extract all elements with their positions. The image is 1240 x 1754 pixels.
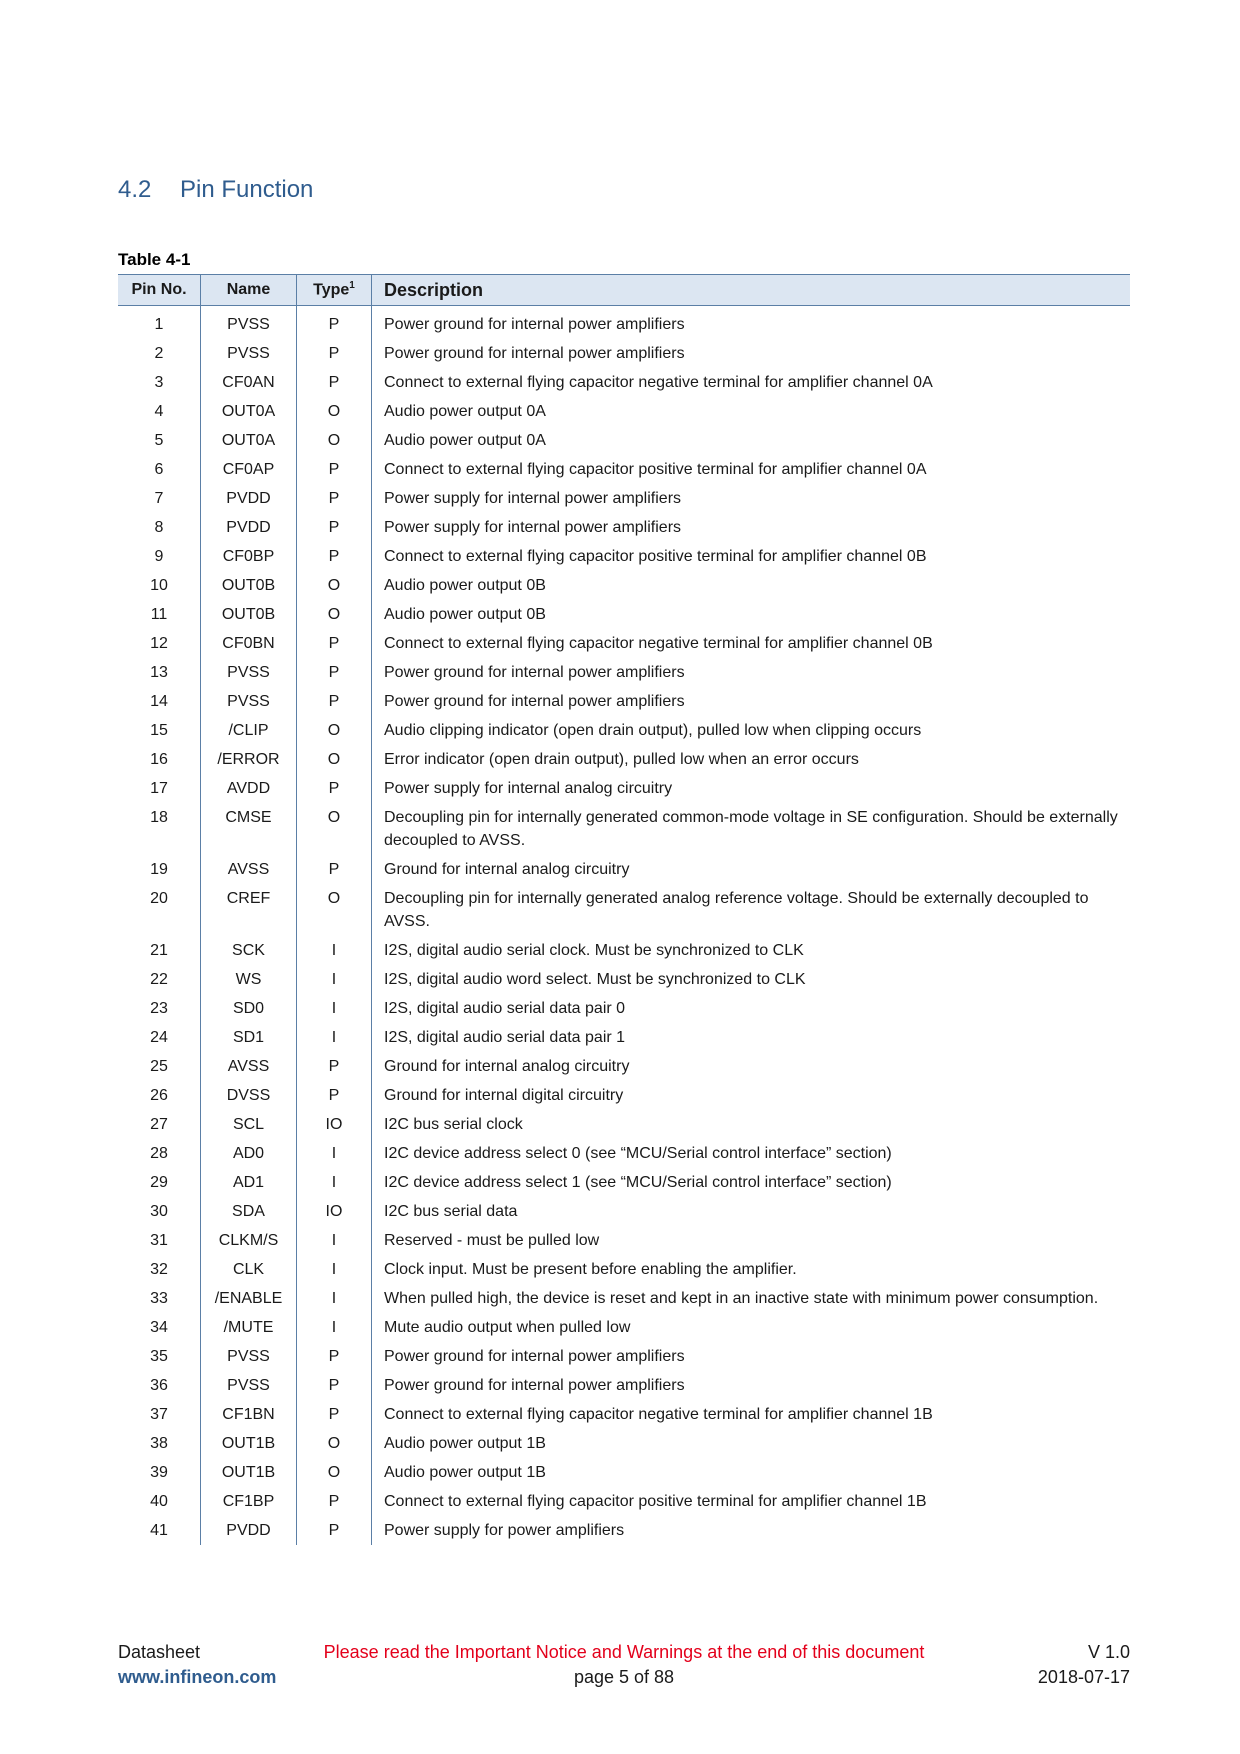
pin-name-cell: PVSS <box>201 658 297 687</box>
pin-number-cell: 25 <box>150 1058 168 1075</box>
header-pin-no: Pin No. <box>118 275 201 306</box>
pin-description-cell: Power supply for internal power amplifiers <box>372 513 1131 542</box>
table-row <box>118 716 1130 745</box>
pin-name-cell: OUT1B <box>201 1429 297 1458</box>
table-header-row <box>118 275 1130 306</box>
pin-type-cell: I <box>297 1313 372 1342</box>
pin-description-cell: Mute audio output when pulled low <box>372 1313 1131 1342</box>
pin-description-cell: Connect to external flying capacitor positive terminal for amplifier channel 0B <box>372 542 1131 571</box>
pin-type-cell: P <box>297 687 372 716</box>
table-row <box>118 1458 1130 1487</box>
pin-name-cell: SDA <box>201 1197 297 1226</box>
pin-name-cell: CREF <box>201 884 297 936</box>
pin-number-cell: 26 <box>150 1087 168 1104</box>
pin-type-cell: P <box>297 1516 372 1545</box>
pin-description-cell: Power supply for power amplifiers <box>372 1516 1131 1545</box>
section-title: Pin Function <box>180 176 314 203</box>
table-row <box>118 884 1130 936</box>
pin-number-cell: 36 <box>150 1377 168 1394</box>
table-row <box>118 1168 1130 1197</box>
pin-type-cell: P <box>297 1371 372 1400</box>
pin-type-cell: P <box>297 774 372 803</box>
pin-number-cell: 10 <box>150 577 168 594</box>
table-row <box>118 1429 1130 1458</box>
pin-name-cell: WS <box>201 965 297 994</box>
table-body <box>118 306 1130 1546</box>
pin-type-cell: P <box>297 306 372 340</box>
pin-number-cell: 1 <box>154 316 164 333</box>
pin-type-cell: P <box>297 1342 372 1371</box>
pin-description-cell: Power ground for internal power amplifiers <box>372 306 1131 340</box>
table-row <box>118 1139 1130 1168</box>
table-row <box>118 1313 1130 1342</box>
pin-name-cell: PVSS <box>201 306 297 340</box>
pin-number-cell: 2 <box>154 345 164 362</box>
pin-type-cell: O <box>297 803 372 855</box>
pin-name-cell: PVSS <box>201 1371 297 1400</box>
pin-type-cell: I <box>297 936 372 965</box>
pin-name-cell: /ERROR <box>201 745 297 774</box>
table-row <box>118 1197 1130 1226</box>
pin-type-cell: O <box>297 745 372 774</box>
pin-description-cell: Connect to external flying capacitor positive terminal for amplifier channel 0A <box>372 455 1131 484</box>
table-row <box>118 1110 1130 1139</box>
table-row <box>118 774 1130 803</box>
pin-description-cell: When pulled high, the device is reset and kept in an inactive state with minimum power consumption. <box>372 1284 1131 1313</box>
table-row <box>118 306 1130 340</box>
table-row <box>118 368 1130 397</box>
pin-description-cell: I2C bus serial data <box>372 1197 1131 1226</box>
table-caption: Table 4-1 <box>118 250 191 269</box>
table-row <box>118 1081 1130 1110</box>
pin-number-cell: 40 <box>150 1493 168 1510</box>
pin-number-cell: 31 <box>150 1232 168 1249</box>
pin-type-cell: P <box>297 658 372 687</box>
pin-type-cell: O <box>297 426 372 455</box>
pin-type-cell: P <box>297 542 372 571</box>
pin-description-cell: I2S, digital audio serial data pair 0 <box>372 994 1131 1023</box>
table-row <box>118 339 1130 368</box>
pin-number-cell: 12 <box>150 635 168 652</box>
pin-description-cell: I2S, digital audio serial clock. Must be synchronized to CLK <box>372 936 1131 965</box>
pin-description-cell: Power supply for internal analog circuitry <box>372 774 1131 803</box>
table-row <box>118 455 1130 484</box>
pin-name-cell: CLKM/S <box>201 1226 297 1255</box>
pin-description-cell: Connect to external flying capacitor positive terminal for amplifier channel 1B <box>372 1487 1131 1516</box>
pin-description-cell: Audio power output 0B <box>372 600 1131 629</box>
section-number: 4.2 <box>118 176 152 203</box>
table-row <box>118 855 1130 884</box>
pin-description-cell: Audio power output 0A <box>372 426 1131 455</box>
pin-name-cell: CMSE <box>201 803 297 855</box>
pin-description-cell: Power supply for internal power amplifiers <box>372 484 1131 513</box>
pin-type-cell: I <box>297 965 372 994</box>
pin-type-cell: O <box>297 600 372 629</box>
table-row <box>118 936 1130 965</box>
pin-name-cell: OUT0A <box>201 397 297 426</box>
pin-name-cell: /MUTE <box>201 1313 297 1342</box>
pin-description-cell: Connect to external flying capacitor negative terminal for amplifier channel 0A <box>372 368 1131 397</box>
pin-description-cell: I2S, digital audio word select. Must be synchronized to CLK <box>372 965 1131 994</box>
pin-name-cell: AD0 <box>201 1139 297 1168</box>
pin-type-cell: IO <box>297 1110 372 1139</box>
table-row <box>118 658 1130 687</box>
table-row <box>118 513 1130 542</box>
pin-type-cell: I <box>297 1139 372 1168</box>
pin-type-cell: P <box>297 629 372 658</box>
pin-number-cell: 8 <box>154 519 164 536</box>
pin-name-cell: CF1BP <box>201 1487 297 1516</box>
table-row <box>118 1284 1130 1313</box>
pin-number-cell: 9 <box>154 548 164 565</box>
pin-name-cell: OUT1B <box>201 1458 297 1487</box>
header-type <box>297 275 372 306</box>
header-description: Description <box>372 275 1131 306</box>
footer-notice: Please read the Important Notice and Warnings at the end of this document <box>323 1642 925 1662</box>
pin-type-cell: P <box>297 855 372 884</box>
pin-description-cell: I2S, digital audio serial data pair 1 <box>372 1023 1131 1052</box>
pin-name-cell: AVSS <box>201 855 297 884</box>
pin-description-cell: Ground for internal digital circuitry <box>372 1081 1131 1110</box>
pin-type-cell: P <box>297 368 372 397</box>
pin-number-cell: 27 <box>150 1116 168 1133</box>
pin-description-cell: Error indicator (open drain output), pulled low when an error occurs <box>372 745 1131 774</box>
pin-name-cell: PVDD <box>201 1516 297 1545</box>
section-heading <box>118 176 313 204</box>
pin-number-cell: 37 <box>150 1406 168 1423</box>
pin-number-cell: 14 <box>150 693 168 710</box>
pin-number-cell: 28 <box>150 1145 168 1162</box>
pin-name-cell: OUT0B <box>201 571 297 600</box>
pin-number-cell: 38 <box>150 1435 168 1452</box>
table-row <box>118 1516 1130 1545</box>
pin-type-cell: O <box>297 1458 372 1487</box>
table-row <box>118 745 1130 774</box>
table-row <box>118 397 1130 426</box>
pin-type-cell: P <box>297 1487 372 1516</box>
table-row <box>118 600 1130 629</box>
pin-name-cell: AVSS <box>201 1052 297 1081</box>
pin-description-cell: Power ground for internal power amplifiers <box>372 658 1131 687</box>
pin-name-cell: CLK <box>201 1255 297 1284</box>
pin-type-cell: P <box>297 484 372 513</box>
pin-number-cell: 34 <box>150 1319 168 1336</box>
pin-description-cell: Decoupling pin for internally generated analog reference voltage. Should be externally decoupled to AVSS. <box>372 884 1131 936</box>
pin-number-cell: 23 <box>150 1000 168 1017</box>
pin-description-cell: Ground for internal analog circuitry <box>372 1052 1131 1081</box>
pin-number-cell: 35 <box>150 1348 168 1365</box>
table-row <box>118 994 1130 1023</box>
pin-description-cell: I2C device address select 1 (see “MCU/Serial control interface” section) <box>372 1168 1131 1197</box>
pin-description-cell: Ground for internal analog circuitry <box>372 855 1131 884</box>
pin-function-table <box>118 274 1130 1545</box>
pin-name-cell: DVSS <box>201 1081 297 1110</box>
header-type-label: Type <box>313 281 350 299</box>
pin-description-cell: Reserved - must be pulled low <box>372 1226 1131 1255</box>
table-row <box>118 803 1130 855</box>
table-row <box>118 965 1130 994</box>
table-row <box>118 629 1130 658</box>
pin-type-cell: P <box>297 513 372 542</box>
footer-website-link[interactable]: www.infineon.com <box>118 1667 277 1687</box>
table-row <box>118 571 1130 600</box>
pin-name-cell: AVDD <box>201 774 297 803</box>
pin-name-cell: AD1 <box>201 1168 297 1197</box>
pin-type-cell: P <box>297 339 372 368</box>
pin-description-cell: Power ground for internal power amplifiers <box>372 1342 1131 1371</box>
pin-type-cell: O <box>297 571 372 600</box>
pin-number-cell: 5 <box>154 432 164 449</box>
pin-type-cell: I <box>297 1255 372 1284</box>
pin-description-cell: Audio clipping indicator (open drain output), pulled low when clipping occurs <box>372 716 1131 745</box>
table-row <box>118 1255 1130 1284</box>
pin-number-cell: 20 <box>150 890 168 907</box>
pin-name-cell: /ENABLE <box>201 1284 297 1313</box>
pin-number-cell: 3 <box>154 374 164 391</box>
pin-type-cell: P <box>297 455 372 484</box>
pin-name-cell: /CLIP <box>201 716 297 745</box>
table-row <box>118 1052 1130 1081</box>
pin-number-cell: 24 <box>150 1029 168 1046</box>
pin-type-cell: I <box>297 1168 372 1197</box>
pin-name-cell: OUT0B <box>201 600 297 629</box>
table-row <box>118 1400 1130 1429</box>
pin-type-cell: I <box>297 1226 372 1255</box>
pin-name-cell: CF0AP <box>201 455 297 484</box>
pin-number-cell: 39 <box>150 1464 168 1481</box>
pin-description-cell: Clock input. Must be present before enabling the amplifier. <box>372 1255 1131 1284</box>
pin-number-cell: 11 <box>150 606 168 623</box>
footer-page-number: page 5 of 88 <box>573 1667 675 1687</box>
pin-description-cell: Audio power output 0B <box>372 571 1131 600</box>
pin-type-cell: I <box>297 1023 372 1052</box>
table-row <box>118 1023 1130 1052</box>
pin-number-cell: 7 <box>154 490 164 507</box>
pin-type-cell: P <box>297 1400 372 1429</box>
pin-name-cell: CF1BN <box>201 1400 297 1429</box>
footer-doc-type: Datasheet <box>118 1642 201 1662</box>
pin-name-cell: CF0BP <box>201 542 297 571</box>
table-row <box>118 426 1130 455</box>
pin-description-cell: Audio power output 1B <box>372 1458 1131 1487</box>
pin-number-cell: 6 <box>154 461 164 478</box>
pin-description-cell: I2C device address select 0 (see “MCU/Serial control interface” section) <box>372 1139 1131 1168</box>
table-row <box>118 1371 1130 1400</box>
pin-description-cell: Power ground for internal power amplifiers <box>372 1371 1131 1400</box>
pin-type-cell: O <box>297 397 372 426</box>
pin-type-cell: O <box>297 716 372 745</box>
pin-name-cell: CF0AN <box>201 368 297 397</box>
pin-name-cell: SD1 <box>201 1023 297 1052</box>
pin-description-cell: Connect to external flying capacitor negative terminal for amplifier channel 1B <box>372 1400 1131 1429</box>
table-row <box>118 1487 1130 1516</box>
table-row <box>118 687 1130 716</box>
header-type-footnote: 1 <box>349 280 355 292</box>
pin-name-cell: OUT0A <box>201 426 297 455</box>
pin-name-cell: SD0 <box>201 994 297 1023</box>
pin-type-cell: IO <box>297 1197 372 1226</box>
pin-name-cell: PVSS <box>201 687 297 716</box>
pin-description-cell: Power ground for internal power amplifiers <box>372 339 1131 368</box>
pin-number-cell: 13 <box>150 664 168 681</box>
pin-type-cell: I <box>297 994 372 1023</box>
pin-number-cell: 19 <box>150 861 168 878</box>
pin-number-cell: 33 <box>150 1290 168 1307</box>
footer-version: V 1.0 <box>1087 1642 1130 1662</box>
pin-description-cell: I2C bus serial clock <box>372 1110 1131 1139</box>
pin-number-cell: 32 <box>150 1261 168 1278</box>
table-row <box>118 1342 1130 1371</box>
pin-name-cell: PVSS <box>201 1342 297 1371</box>
pin-number-cell: 21 <box>150 942 168 959</box>
table-row <box>118 484 1130 513</box>
pin-description-cell: Connect to external flying capacitor negative terminal for amplifier channel 0B <box>372 629 1131 658</box>
pin-description-cell: Power ground for internal power amplifiers <box>372 687 1131 716</box>
pin-number-cell: 17 <box>150 780 168 797</box>
pin-number-cell: 29 <box>150 1174 168 1191</box>
pin-description-cell: Audio power output 1B <box>372 1429 1131 1458</box>
pin-type-cell: O <box>297 884 372 936</box>
table-row <box>118 1226 1130 1255</box>
header-name: Name <box>201 275 297 306</box>
pin-name-cell: CF0BN <box>201 629 297 658</box>
pin-description-cell: Audio power output 0A <box>372 397 1131 426</box>
pin-name-cell: PVDD <box>201 484 297 513</box>
pin-type-cell: P <box>297 1052 372 1081</box>
pin-number-cell: 22 <box>150 971 168 988</box>
pin-description-cell: Decoupling pin for internally generated common-mode voltage in SE configuration. Should be externally decoupled to AVSS. <box>372 803 1131 855</box>
pin-type-cell: O <box>297 1429 372 1458</box>
pin-number-cell: 16 <box>150 751 168 768</box>
pin-name-cell: PVSS <box>201 339 297 368</box>
pin-name-cell: SCL <box>201 1110 297 1139</box>
pin-number-cell: 30 <box>150 1203 168 1220</box>
table-row <box>118 542 1130 571</box>
pin-number-cell: 15 <box>150 722 168 739</box>
pin-name-cell: SCK <box>201 936 297 965</box>
footer-date: 2018-07-17 <box>1037 1667 1130 1687</box>
pin-type-cell: I <box>297 1284 372 1313</box>
pin-name-cell: PVDD <box>201 513 297 542</box>
pin-number-cell: 4 <box>154 403 164 420</box>
pin-number-cell: 41 <box>150 1522 168 1539</box>
pin-number-cell: 18 <box>150 809 168 826</box>
pin-type-cell: P <box>297 1081 372 1110</box>
